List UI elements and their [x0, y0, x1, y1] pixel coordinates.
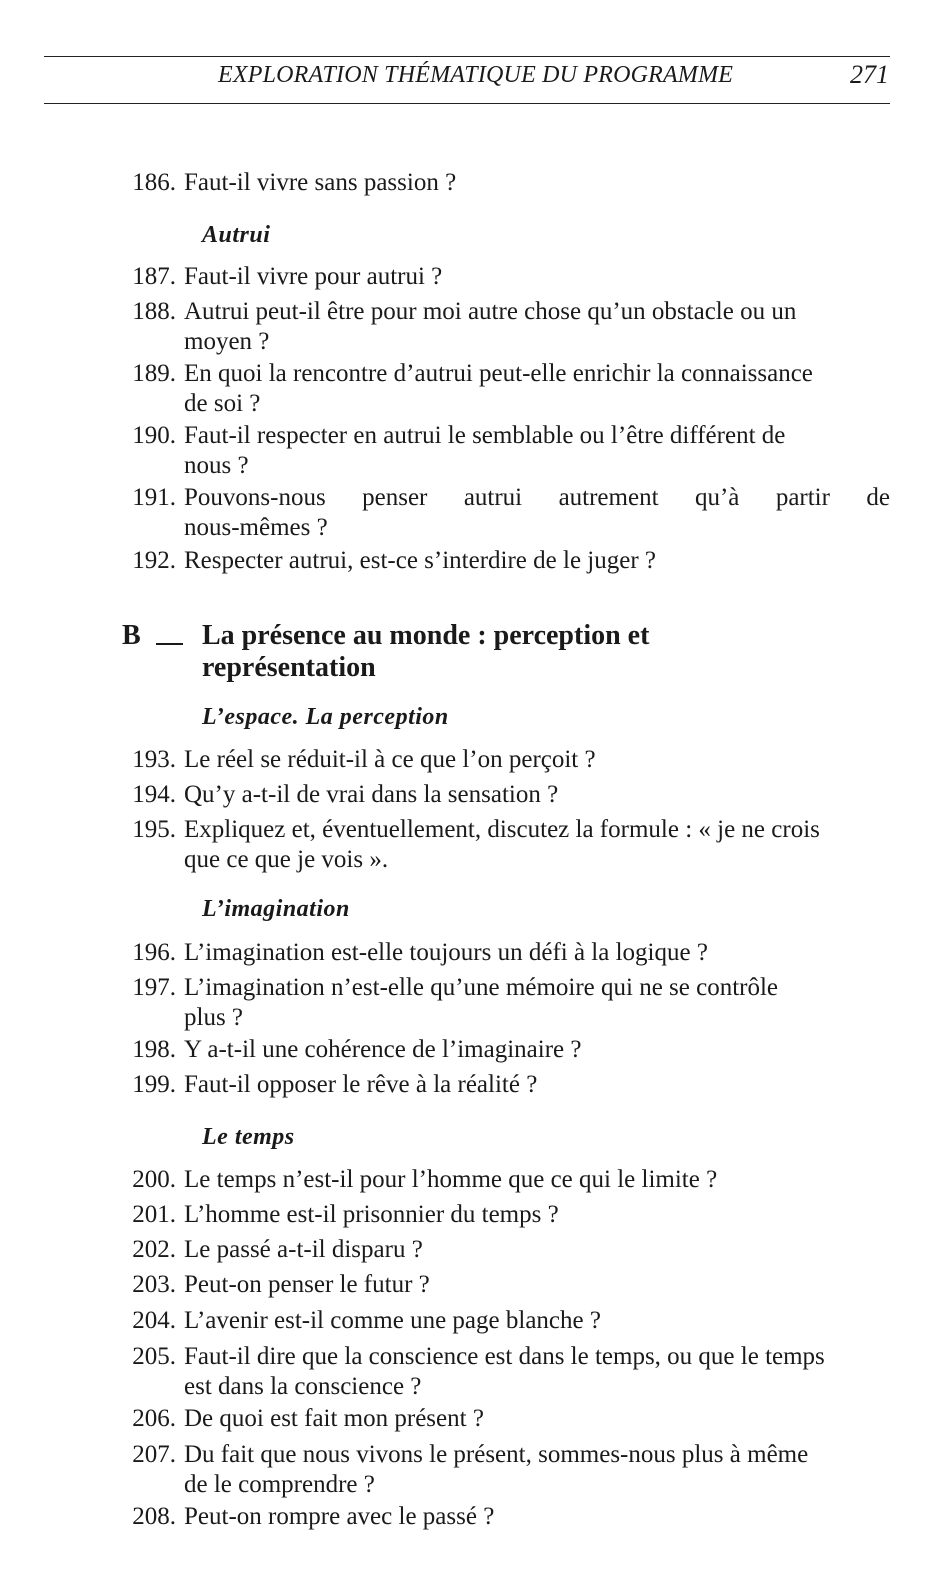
- question-text-line: Le temps n’est-il pour l’homme que ce qui le limite ?: [184, 1166, 718, 1193]
- question-number: 203.: [132, 1271, 176, 1298]
- question-text: [184, 421, 890, 481]
- question-number: 199.: [132, 1071, 176, 1098]
- question-text: [184, 359, 890, 419]
- question-number: 188.: [132, 298, 176, 325]
- subhead-espace: L’espace. La perception: [202, 704, 449, 730]
- subhead-temps: Le temps: [202, 1124, 295, 1150]
- question-text-line: L’imagination n’est-elle qu’une mémoire qui ne se contrôle: [184, 974, 779, 1001]
- question-number: 194.: [132, 781, 176, 808]
- question-text: [184, 1404, 890, 1434]
- question-number: 195.: [132, 816, 176, 843]
- question-text-line: Peut-on penser le futur ?: [184, 1271, 430, 1298]
- question-number: 208.: [132, 1503, 176, 1530]
- question-text-line: de soi ?: [184, 390, 261, 417]
- question-text: [184, 780, 890, 810]
- header-rule-top: [44, 56, 890, 57]
- question-number: 190.: [132, 422, 176, 449]
- question-number: 200.: [132, 1166, 176, 1193]
- question-number: 207.: [132, 1441, 176, 1468]
- question-text-line: L’imagination est-elle toujours un défi à la logique ?: [184, 939, 708, 966]
- question-text-line: Le réel se réduit-il à ce que l’on perçoit ?: [184, 746, 596, 773]
- question-text: [184, 1200, 890, 1230]
- question-text-line: Y a-t-il une cohérence de l’imaginaire ?: [184, 1036, 582, 1063]
- question-text: [184, 262, 890, 292]
- header-rule-bottom: [44, 103, 890, 104]
- page-number: 271: [850, 60, 889, 89]
- subhead-imagination: L’imagination: [202, 896, 350, 922]
- question-number: 206.: [132, 1405, 176, 1432]
- question-number: 187.: [132, 263, 176, 290]
- question-text: [184, 1306, 890, 1336]
- question-number: 202.: [132, 1236, 176, 1263]
- question-text-line: Expliquez et, éventuellement, discutez la formule : « je ne crois: [184, 816, 820, 843]
- question-text-line: Faut-il vivre sans passion ?: [184, 169, 457, 196]
- question-text-line: nous-mêmes ?: [184, 514, 328, 541]
- question-number: 191.: [132, 484, 176, 511]
- question-text-line: De quoi est fait mon présent ?: [184, 1405, 484, 1432]
- question-text-line: moyen ?: [184, 328, 270, 355]
- question-number: 201.: [132, 1201, 176, 1228]
- question-text-line: Du fait que nous vivons le présent, sommes-nous plus à même: [184, 1441, 809, 1468]
- question-text: [184, 1235, 890, 1265]
- question-number: 205.: [132, 1343, 176, 1370]
- question-text: [184, 1035, 890, 1065]
- subhead-autrui: Autrui: [202, 222, 271, 248]
- section-title: [202, 620, 762, 684]
- question-text-line: En quoi la rencontre d’autrui peut-elle enrichir la connaissance: [184, 360, 813, 387]
- question-text-line: est dans la conscience ?: [184, 1373, 422, 1400]
- question-text-line: que ce que je vois ».: [184, 846, 389, 873]
- question-number: 189.: [132, 360, 176, 387]
- question-text-line: Faut-il dire que la conscience est dans le temps, ou que le temps: [184, 1343, 825, 1370]
- question-number: 193.: [132, 746, 176, 773]
- question-text: [184, 1342, 890, 1402]
- question-text-line: nous ?: [184, 452, 249, 479]
- section-dash: [156, 643, 183, 645]
- question-text: [184, 1270, 890, 1300]
- question-text-line: Pouvons-nous penser autrui autrement qu’à partir de: [184, 484, 890, 511]
- question-text: [184, 1165, 890, 1195]
- section-title-line-2: représentation: [202, 652, 376, 683]
- question-text-line: plus ?: [184, 1004, 244, 1031]
- section-title-line-1: La présence au monde : perception et: [202, 620, 650, 651]
- running-head: EXPLORATION THÉMATIQUE DU PROGRAMME: [218, 62, 734, 88]
- question-text-line: Faut-il opposer le rêve à la réalité ?: [184, 1071, 538, 1098]
- question-text: [184, 815, 890, 875]
- question-text: [184, 973, 890, 1033]
- question-text: [184, 297, 890, 357]
- question-text-line: Le passé a-t-il disparu ?: [184, 1236, 423, 1263]
- question-text-line: Qu’y a-t-il de vrai dans la sensation ?: [184, 781, 559, 808]
- question-number: 196.: [132, 939, 176, 966]
- question-text: [184, 1070, 890, 1100]
- question-number: 198.: [132, 1036, 176, 1063]
- section-letter: B: [122, 620, 141, 651]
- question-text-line: L’avenir est-il comme une page blanche ?: [184, 1307, 601, 1334]
- question-text-line: Respecter autrui, est-ce s’interdire de le juger ?: [184, 547, 656, 574]
- question-text: [184, 745, 890, 775]
- question-text: [184, 1440, 890, 1500]
- question-text: [184, 938, 890, 968]
- question-number: 186.: [132, 169, 176, 196]
- question-text-line: Peut-on rompre avec le passé ?: [184, 1503, 495, 1530]
- question-text: [184, 168, 890, 198]
- question-number: 204.: [132, 1307, 176, 1334]
- question-text-line: Faut-il vivre pour autrui ?: [184, 263, 443, 290]
- question-number: 192.: [132, 547, 176, 574]
- question-text-line: Autrui peut-il être pour moi autre chose qu’un obstacle ou un: [184, 298, 797, 325]
- question-number: 197.: [132, 974, 176, 1001]
- question-text: [184, 483, 890, 543]
- question-text-line: Faut-il respecter en autrui le semblable ou l’être différent de: [184, 422, 786, 449]
- question-text: [184, 1502, 890, 1532]
- question-text-line: de le comprendre ?: [184, 1471, 375, 1498]
- question-text-line: L’homme est-il prisonnier du temps ?: [184, 1201, 559, 1228]
- question-text: [184, 546, 890, 576]
